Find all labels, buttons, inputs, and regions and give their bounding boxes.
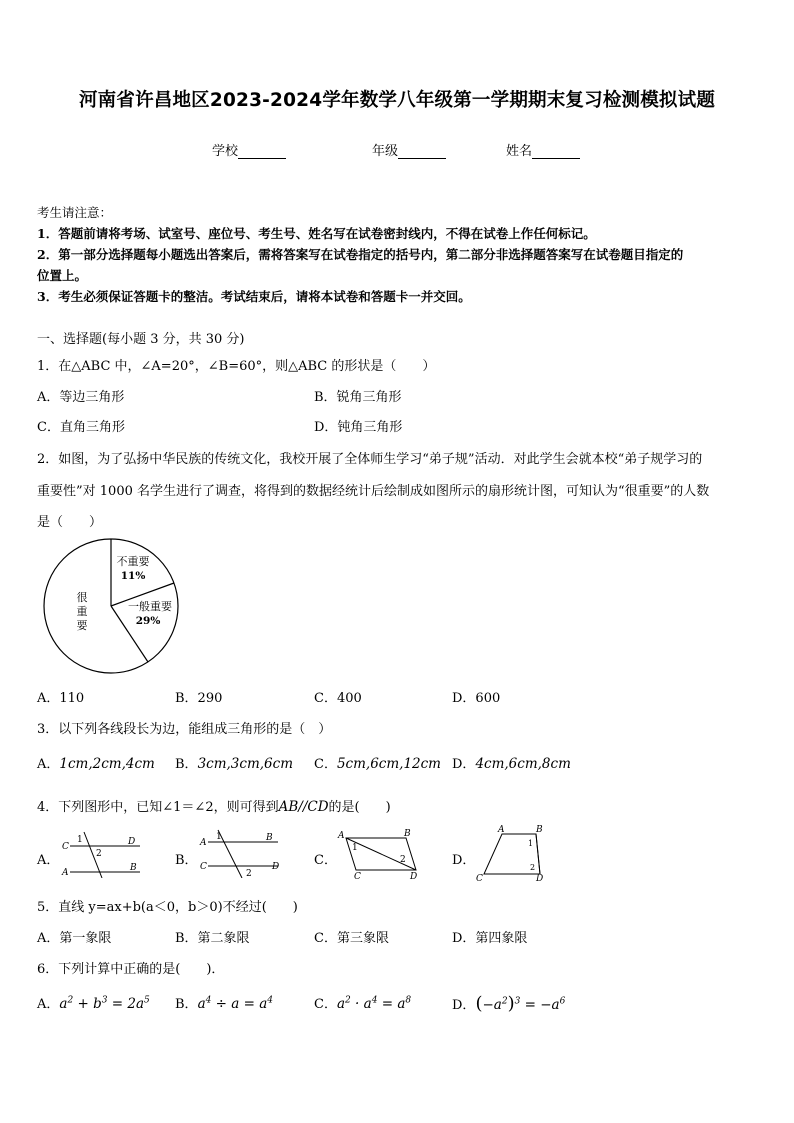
q4d-label-c: C: [476, 874, 483, 882]
q3-option-d-text: 4cm,6cm,8cm: [475, 756, 571, 772]
q4d-angle-2: 2: [530, 863, 536, 872]
q4c-label-b: B: [404, 829, 411, 839]
q3-option-c-prefix: C．: [314, 757, 337, 772]
pie-slice-1-label: 不重要: [116, 555, 150, 568]
q3-option-b-text: 3cm,3cm,6cm: [197, 756, 293, 772]
q4a-label-d: D: [128, 837, 136, 847]
q4b-label-c: C: [200, 862, 207, 872]
q6-option-a-formula: $a^2 + b^3 = 2a^5$: [59, 995, 150, 1012]
q2-option-a: A．110: [37, 691, 85, 706]
q1-option-a: A．等边三角形: [37, 390, 125, 405]
page-title: 河南省许昌地区2023-2024学年数学八年级第一学期期末复习检测模拟试题: [78, 90, 716, 111]
q2-stem-line-2: 重要性”对 1000 名学生进行了调查，将得到的数据经统计后绘制成如图所示的扇形统计图，可知认为“很重要”的人数: [37, 484, 710, 499]
q6-option-b-prefix: B．: [175, 997, 198, 1012]
q6-option-b: [175, 993, 273, 1012]
q1-option-d: D．钝角三角形: [314, 420, 403, 435]
q4-figure-d: [474, 824, 554, 882]
notice-item-2b: 位置上。: [37, 268, 88, 283]
q4a-label-b: B: [130, 863, 137, 873]
pie-chart: [40, 535, 182, 677]
q4-option-d-label: D．: [452, 853, 476, 868]
name-blank: [532, 146, 580, 159]
q4b-label-a: A: [200, 838, 207, 848]
q4b-label-d: D: [272, 862, 280, 872]
grade-field: [372, 140, 446, 159]
q4c-label-c: C: [354, 872, 361, 880]
pie-slice-2-label: 一般重要: [128, 600, 172, 613]
q4-figure-a: [58, 828, 148, 878]
pie-slice-2-pct: 29%: [135, 615, 161, 627]
q4b-angle-2: 2: [246, 869, 252, 878]
q4c-label-d: D: [410, 872, 418, 880]
school-blank: [238, 146, 286, 159]
q4d-label-d: D: [536, 874, 544, 882]
q5-stem: 5．直线 y=ax+b(a＜0，b＞0)不经过( ): [37, 900, 298, 915]
q4-figure-b: [196, 828, 286, 878]
notice-heading: 考生请注意：: [37, 205, 113, 220]
name-label: 姓名: [506, 144, 533, 159]
q6-option-b-formula: $a^4 \div a = a^4$: [197, 995, 273, 1012]
q4a-label-a: A: [62, 868, 69, 878]
q4-stem-post: 的是( ): [328, 800, 391, 815]
notice-item-1: 1．答题前请将考场、试室号、座位号、考生号、姓名写在试卷密封线内，不得在试卷上作任何标记。: [37, 226, 596, 241]
q3-option-d-prefix: D．: [452, 757, 476, 772]
q4c-angle-2: 2: [400, 855, 406, 865]
q4a-label-c: C: [62, 842, 69, 852]
notice-item-3: 3．考生必须保证答题卡的整洁。考试结束后，请将本试卷和答题卡一并交回。: [37, 289, 471, 304]
q5-option-b: B．第二象限: [175, 931, 250, 946]
q1-option-c: C．直角三角形: [37, 420, 125, 435]
q4c-label-a: A: [338, 831, 345, 841]
q1-stem: 1．在△ABC 中，∠A=20°，∠B=60°，则△ABC 的形状是（ ）: [37, 359, 436, 374]
q2-stem-line-3: 是（ ）: [37, 515, 103, 530]
q4d-label-a: A: [498, 825, 505, 835]
q3-option-a-text: 1cm,2cm,4cm: [59, 756, 155, 772]
q4-option-a-label: A．: [37, 853, 60, 868]
q2-stem-line-1: 2．如图，为了弘扬中华民族的传统文化，我校开展了全体师生学习“弟子规”活动．对此学生会就本校“弟子规学习的: [37, 452, 703, 467]
q4-option-c-label: C．: [314, 853, 337, 868]
q6-option-c-prefix: C．: [314, 997, 337, 1012]
q6-option-a-prefix: A．: [37, 997, 60, 1012]
q4c-angle-1: 1: [352, 843, 358, 853]
school-label: 学校: [212, 144, 239, 159]
pie-slice-3-char-3: 要: [76, 619, 88, 632]
q6-option-c: [314, 993, 411, 1012]
q4-option-b-label: B．: [175, 853, 198, 868]
q4d-angle-1: 1: [528, 839, 534, 848]
school-field: [212, 140, 286, 159]
notice-item-2a: 2．第一部分选择题每小题选出答案后，需将答案写在试卷指定的括号内，第二部分非选择题答案写在试卷题目指定的: [37, 247, 684, 262]
pie-slice-1-pct: 11%: [120, 570, 146, 582]
q4a-angle-1: 1: [77, 835, 83, 845]
q6-stem: 6．下列计算中正确的是( )．: [37, 962, 225, 977]
q6-option-a: [37, 993, 150, 1012]
q4-stem-pre: 4．下列图形中，已知∠1＝∠2，则可得到: [37, 800, 279, 815]
section-heading: 一、选择题(每小题 3 分，共 30 分): [37, 332, 245, 347]
q2-option-b: B．290: [175, 691, 223, 706]
q4b-label-b: B: [266, 833, 273, 843]
q4d-label-b: B: [536, 825, 543, 835]
q5-option-c: C．第三象限: [314, 931, 389, 946]
q3-option-a-prefix: A．: [37, 757, 60, 772]
q5-option-a: A．第一象限: [37, 931, 112, 946]
q4b-angle-1: 1: [216, 832, 222, 842]
q4-stem-math: AB//CD: [278, 799, 329, 815]
q6-option-c-formula: $a^2 \cdot a^4 = a^8$: [336, 995, 412, 1012]
q4-stem: [37, 796, 391, 815]
q2-option-c: C．400: [314, 691, 362, 706]
name-field: [506, 140, 580, 159]
q6-option-d-prefix: D．: [452, 998, 476, 1013]
grade-label: 年级: [372, 144, 399, 159]
q3-option-b-prefix: B．: [175, 757, 198, 772]
q5-option-d: D．第四象限: [452, 931, 528, 946]
q3-option-d: [452, 753, 571, 772]
q3-option-c: [314, 753, 441, 772]
q4a-angle-2: 2: [96, 849, 102, 859]
pie-slice-3-char-2: 重: [76, 605, 88, 618]
q3-option-a: [37, 753, 155, 772]
q6-option-d: [452, 993, 565, 1014]
q1-option-b: B．锐角三角形: [314, 390, 402, 405]
q3-option-b: [175, 753, 293, 772]
pie-slice-3-char-1: 很: [76, 591, 88, 604]
q6-option-d-formula: $(-a^2)^3 = -a^6$: [475, 993, 566, 1014]
q4-figure-c: [334, 828, 424, 880]
q3-option-c-text: 5cm,6cm,12cm: [336, 756, 441, 772]
grade-blank: [398, 146, 446, 159]
q2-option-d: D．600: [452, 691, 501, 706]
q3-stem: 3．以下列各线段长为边，能组成三角形的是（ ）: [37, 722, 332, 737]
